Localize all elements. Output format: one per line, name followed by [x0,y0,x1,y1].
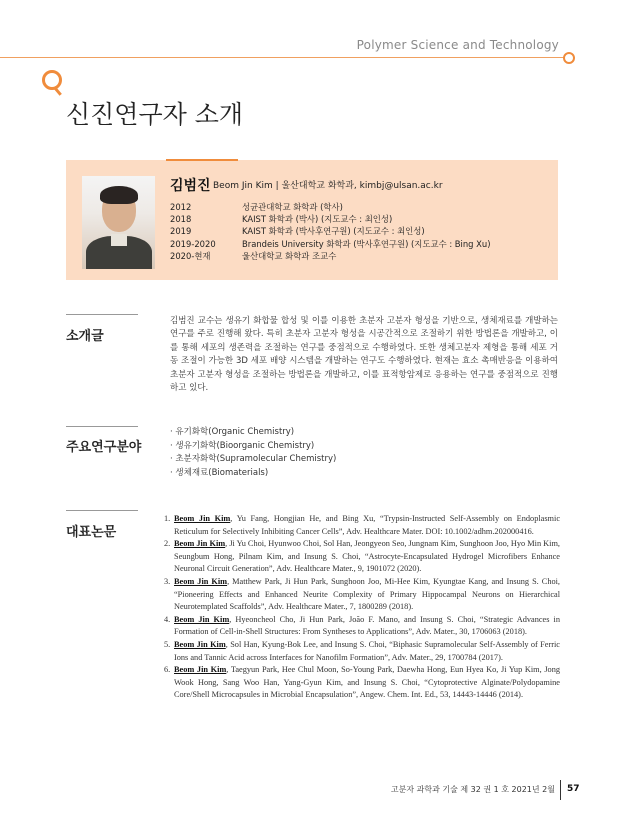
section-rule [66,426,138,427]
research-item: · 초분자화학(Supramolecular Chemistry) [170,454,337,465]
paper-number: 4. [164,614,171,624]
cv-year: 2019 [170,226,192,237]
cv-text: KAIST 화학과 (박사후연구원) (지도교수 : 최인성) [242,226,425,237]
header-rule [0,57,570,58]
paper-author: Beom Jin Kim [174,665,227,675]
intro-label: 소개글 [66,329,104,344]
paper-number: 5. [164,639,171,649]
paper-author: Beom Jin Kim [174,614,230,624]
research-label: 주요연구분야 [66,440,142,455]
paper-item [164,576,560,614]
paper-citation: , Yu Fang, Hongjian He, and Bing Xu, “Trypsin-Instructed Self-Assembly on Endoplasmic Reticulum for Selectively Inhibiting Cancer Cells”, Adv. Healthcare Mater. DOI: 10.1002/adhm.202000416. [174,514,560,536]
profile-photo [82,176,155,269]
paper-number: 1. [164,514,171,523]
profile-accent-line [166,159,238,161]
paper-citation: , Sol Han, Kyung-Bok Lee, and Insung S. Choi, “Biphasic Supramolecular Self-Assembly of Ferric Ions and Tannic Acid across Interfaces for Nanofilm Formation”, Adv. Mater., 29, 1700784 (2017). [174,639,560,662]
cv-year: 2020-현재 [170,250,211,261]
page-title: 신진연구자 소개 [66,100,243,129]
paper-author: Beom Jin Kim [174,576,228,586]
cv-row [170,201,490,213]
page-number: 57 [567,784,580,794]
cv-text: 울산대학교 화학과 조교수 [242,250,337,261]
paper-item [164,538,560,576]
footer-issue: 고분자 과학과 기술 제 32 권 1 호 2021년 2월 [390,785,555,794]
cv-year: 2018 [170,214,192,225]
profile-name: 김범진 [170,178,211,194]
profile-affiliation: Beom Jin Kim | 울산대학교 화학과, kimbj@ulsan.ac.kr [213,181,443,191]
profile-cv [170,201,490,262]
paper-item [164,639,560,664]
research-item: · 생유기화학(Bioorganic Chemistry) [170,440,315,451]
research-item: · 유기화학(Organic Chemistry) [170,427,295,437]
research-item: · 생체재료(Biomaterials) [170,467,269,478]
paper-list [164,513,560,702]
paper-author: Beom Jin Kim [174,514,231,523]
paper-number: 3. [164,576,171,586]
paper-number: 6. [164,665,171,675]
paper-citation: , Taegyun Park, Hee Chul Moon, So-Young Park, Daewha Hong, Eun Hyea Ko, Ji Yup Kim, Jong Wook Hong, Sang Woo Han, Yang-Gyun Kim, and Insung S. Choi, “Cytoprotective Alginate/Polydopamine Core/Shell Microcapsules in Microbial Encapsulation”, Angew. Chem. Int. Ed., 53, 14443-14446 (2014). [174,665,560,700]
paper-item [164,664,560,702]
footer-divider [560,780,561,800]
cv-row [170,225,490,237]
cv-year: 2019-2020 [170,238,216,249]
paper-author: Beom Jin Kim [174,639,226,649]
cv-text: Brandeis University 화학과 (박사후연구원) (지도교수 : Bing Xu) [242,238,491,249]
paper-item [164,614,560,639]
journal-title: Polymer Science and Technology [356,38,559,52]
papers-label: 대표논문 [66,525,117,540]
research-list [170,426,336,480]
paper-number: 2. [164,539,171,549]
cv-text: 성균관대학교 화학과 (학사) [242,202,343,212]
section-rule [66,510,138,511]
title-ring-icon [42,70,62,90]
cv-row [170,213,490,225]
paper-citation: , Matthew Park, Ji Hun Park, Sunghoon Joo, Mi-Hee Kim, Kyungtae Kang, and Insung S. Choi, “Pioneering Effects and Enhanced Neurite Complexity of Primary Hippocampal Neurons on Hierarchical Neurotemplated Scaffolds”, Adv. Healthcare Mater., 7, 1800289 (2018). [174,576,560,612]
paper-author: Beom Jin Kim [174,539,226,549]
section-rule [66,314,138,315]
paper-citation: , Ji Yu Choi, Hyunwoo Choi, Sol Han, Jeongyeon Seo, Jungnam Kim, Sunghoon Joo, Hyo Min Kim, Seungbum Hong, Pilnam Kim, and Insung S. Choi, “Astrocyte-Encapsulated Hydrogel Microfibers Enhance Neuronal Circuit Generation”, Adv. Healthcare Mater., 9, 1901072 (2020). [174,539,560,574]
intro-text: 김범진 교수는 생유기 화합물 합성 및 이를 이용한 초분자 고분자 형성을 기반으로, 생체재료를 개발하는 연구를 주로 진행해 왔다. 특히 초분자 고분자 형성을 시공간적으로 조절하기 위한 방법론을 개발하고, 이를 통해 세포의 생존력을 조절하는 연구를 중점적으로 수행하였다. 또한 생체고분자 제형을 통해 세포 거동 조절이 가능한 3D 세포 배양 시스템을 개발하는 연구도 수행하였다. 현재는 효소 촉매반응을 이용하여 초분자 고분자 형성을 조절하는 방법론을 개발하고, 이를 표적항암제로 응용하는 연구를 중점적으로 진행하고 있다. [170,316,558,394]
cv-text: KAIST 화학과 (박사) (지도교수 : 최인성) [242,214,393,225]
cv-row [170,238,490,250]
cv-row [170,250,490,262]
paper-citation: , Hyeoncheol Cho, Ji Hun Park, João F. Mano, and Insung S. Choi, “Strategic Advances in Formation of Cell-in-Shell Structures: From Syntheses to Applications”, Adv. Mater., 30, 1706063 (2018). [174,614,560,637]
paper-item [164,513,560,538]
header-circle-ornament [563,52,575,64]
cv-year: 2012 [170,202,192,212]
